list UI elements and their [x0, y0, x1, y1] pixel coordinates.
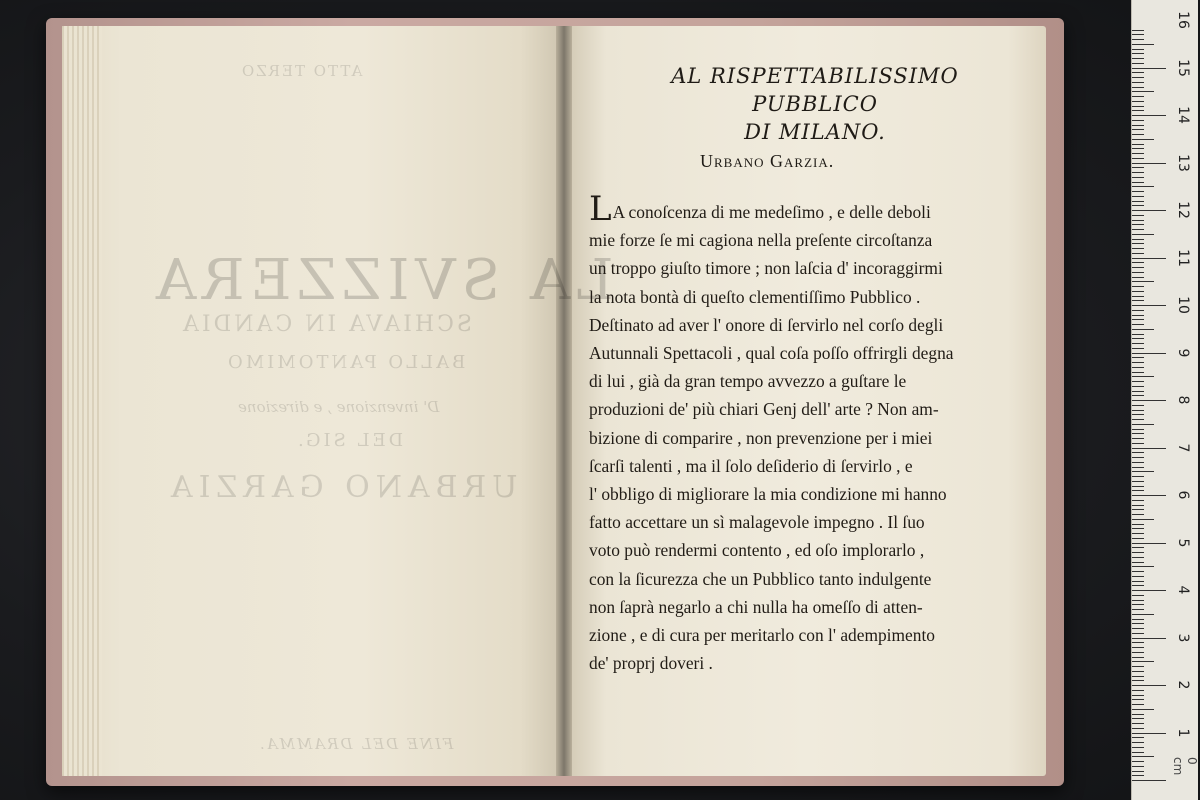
ruler-tick — [1132, 752, 1144, 753]
ruler-tick — [1132, 139, 1154, 140]
ruler-tick — [1132, 628, 1144, 629]
ruler-tick — [1132, 163, 1166, 164]
ruler-tick — [1132, 144, 1144, 145]
ruler-tick — [1132, 604, 1144, 605]
ruler-tick — [1132, 747, 1144, 748]
ruler-tick — [1132, 82, 1144, 83]
body-line: Autunnali Spettacoli , qual coſa poſſo offrirgli degna — [589, 343, 954, 364]
ruler-number: 8 — [1175, 395, 1191, 405]
ruler-number: 7 — [1175, 443, 1191, 452]
ruler-tick — [1132, 281, 1154, 282]
ruler-tick — [1132, 566, 1154, 567]
ruler-tick — [1132, 167, 1144, 168]
ruler-tick — [1132, 509, 1144, 510]
ruler-tick — [1132, 395, 1144, 396]
ruler-tick — [1132, 49, 1144, 50]
ruler-tick — [1132, 538, 1144, 539]
ruler-tick — [1132, 590, 1166, 591]
body-line: Deſtinato ad aver l' onore di ſervirlo nel corſo degli — [589, 314, 944, 335]
ruler-tick — [1132, 737, 1144, 738]
ruler-tick — [1132, 68, 1166, 69]
ruler-tick — [1132, 780, 1166, 781]
ruler-tick — [1132, 505, 1144, 506]
ruler-tick — [1132, 319, 1144, 320]
ruler-tick — [1132, 490, 1144, 491]
ruler-number: 4 — [1175, 585, 1191, 595]
bleed-line-4: D' invenzione , e direzione — [238, 398, 440, 416]
ruler-tick — [1132, 267, 1144, 268]
bleed-line-5: DEL SIG. — [295, 430, 404, 451]
ruler-tick — [1132, 400, 1166, 401]
drop-cap: L — [589, 189, 612, 229]
bleed-end-text: FINE DEL DRAMMA. — [258, 735, 454, 753]
ruler-tick — [1132, 685, 1166, 686]
ruler-tick — [1132, 666, 1144, 667]
ruler-tick — [1132, 414, 1144, 415]
body-line: la nota bontà di queſto clementiſſimo Pubblico . — [589, 286, 921, 307]
ruler-tick — [1132, 357, 1144, 358]
ruler-tick — [1132, 248, 1144, 249]
ruler-number: 14 — [1175, 106, 1191, 124]
body-line: ſcarſi talenti , ma il ſolo deſiderio di ſervirlo , e — [589, 455, 913, 476]
ruler-tick — [1132, 381, 1144, 382]
ruler-tick — [1132, 343, 1144, 344]
ruler-tick — [1132, 386, 1144, 387]
ruler-tick — [1132, 761, 1144, 762]
ruler-tick — [1132, 300, 1144, 301]
dedication-heading — [605, 62, 1025, 146]
ruler-tick — [1132, 338, 1144, 339]
ruler-tick — [1132, 96, 1144, 97]
ruler-tick — [1132, 362, 1144, 363]
ruler-tick — [1132, 433, 1144, 434]
body-line: produzioni de' più chiari Genj dell' arte ? Non am- — [589, 399, 939, 420]
ruler-number: 6 — [1175, 490, 1191, 500]
ruler-tick — [1132, 481, 1144, 482]
ruler-number: 10 — [1175, 296, 1191, 314]
ruler-tick — [1132, 286, 1144, 287]
ruler-tick — [1132, 44, 1154, 45]
ruler-tick — [1132, 182, 1144, 183]
ruler-tick — [1132, 305, 1166, 306]
ruler-tick — [1132, 410, 1144, 411]
body-line: de' proprj doveri . — [589, 653, 713, 674]
ruler-tick — [1132, 647, 1144, 648]
ruler-tick — [1132, 63, 1144, 64]
body-line: con la ſicurezza che un Pubblico tanto indulgente — [589, 568, 932, 589]
ruler-tick — [1132, 186, 1154, 187]
ruler-tick — [1132, 642, 1144, 643]
ruler-tick — [1132, 129, 1144, 130]
ruler-tick — [1132, 756, 1154, 757]
ruler-tick — [1132, 771, 1144, 772]
ruler-tick — [1132, 528, 1144, 529]
ruler-tick — [1132, 424, 1154, 425]
ruler-tick — [1132, 277, 1144, 278]
bleed-line-2: SCHIAVA IN CANDIA — [180, 312, 472, 337]
ruler-tick — [1132, 576, 1144, 577]
body-line: un troppo giuſto timore ; non laſcia d' incoraggirmi — [589, 258, 943, 279]
ruler-tick — [1132, 775, 1144, 776]
ruler-tick — [1132, 315, 1144, 316]
ruler-tick — [1132, 239, 1144, 240]
ruler-number: 9 — [1175, 348, 1191, 357]
ruler-tick — [1132, 106, 1144, 107]
ruler-tick — [1132, 353, 1166, 354]
ruler-number: 2 — [1175, 680, 1191, 690]
ruler-tick — [1132, 595, 1144, 596]
ruler-tick — [1132, 224, 1144, 225]
ruler-number: 11 — [1175, 248, 1191, 267]
ruler-tick — [1132, 243, 1144, 244]
ruler-tick — [1132, 557, 1144, 558]
ruler-tick — [1132, 367, 1144, 368]
ruler-tick — [1132, 671, 1144, 672]
ruler-tick — [1132, 562, 1144, 563]
ruler-tick — [1132, 201, 1144, 202]
ruler-tick — [1132, 205, 1144, 206]
ruler-tick — [1132, 429, 1144, 430]
ruler-tick — [1132, 609, 1144, 610]
ruler-number: 13 — [1175, 153, 1191, 172]
ruler-tick — [1132, 448, 1166, 449]
body-line: voto può rendermi contento , ed oſo implorarlo , — [589, 540, 925, 561]
ruler-tick — [1132, 514, 1144, 515]
ruler-tick — [1132, 101, 1144, 102]
ruler-tick — [1132, 652, 1144, 653]
ruler-tick — [1132, 39, 1144, 40]
body-line: fatto accettare un sì malagevole impegno . Il ſuo — [589, 512, 925, 533]
ruler-tick — [1132, 253, 1144, 254]
ruler-tick — [1132, 229, 1144, 230]
ruler-tick — [1132, 476, 1144, 477]
ruler-tick — [1132, 53, 1144, 54]
body-line: l' obbligo di migliorare la mia condizione mi hanno — [589, 484, 947, 505]
bleed-line-3: BALLO PANTOMIMO — [225, 352, 466, 373]
body-line: non ſaprà negarlo a chi nulla ha omeſſo di atten- — [589, 596, 923, 617]
ruler-tick — [1132, 533, 1144, 534]
ruler-tick — [1132, 742, 1144, 743]
dedication-body — [589, 189, 994, 677]
heading-line-1: AL RISPETTABILISSIMO PUBBLICO — [671, 64, 959, 116]
ruler-tick — [1132, 543, 1166, 544]
ruler-tick — [1132, 120, 1144, 121]
ruler-tick — [1132, 329, 1154, 330]
ruler-tick — [1132, 153, 1144, 154]
ruler-tick — [1132, 262, 1144, 263]
ruler-tick — [1132, 220, 1144, 221]
ruler-tick — [1132, 391, 1144, 392]
ruler-tick — [1132, 519, 1154, 520]
ruler-tick — [1132, 495, 1166, 496]
ruler-tick — [1132, 680, 1144, 681]
ruler-tick — [1132, 443, 1144, 444]
body-line: bizione di comparire , non prevenzione per i miei — [589, 427, 933, 448]
ruler-tick — [1132, 115, 1166, 116]
body-line-text: A conoſcenza di me medeſimo , e delle deboli — [612, 202, 931, 222]
ruler-tick — [1132, 372, 1144, 373]
ruler-tick — [1132, 695, 1144, 696]
ruler-tick — [1132, 547, 1144, 548]
ruler-tick — [1132, 638, 1166, 639]
ruler-tick — [1132, 215, 1144, 216]
ruler-tick — [1132, 500, 1144, 501]
ruler-tick — [1132, 452, 1144, 453]
ruler-tick — [1132, 571, 1144, 572]
ruler-tick — [1132, 58, 1144, 59]
ruler-tick — [1132, 766, 1144, 767]
body-line: zione , e di cura per meritarlo con l' adempimento — [589, 625, 935, 646]
ruler-tick — [1132, 91, 1154, 92]
ruler-tick — [1132, 296, 1144, 297]
ruler-tick — [1132, 438, 1144, 439]
ruler-tick — [1132, 619, 1144, 620]
ruler-number: 5 — [1175, 538, 1191, 547]
ruler-tick — [1132, 704, 1144, 705]
ruler-tick — [1132, 419, 1144, 420]
ruler-number: 3 — [1175, 633, 1191, 642]
ruler-tick — [1132, 334, 1144, 335]
ruler-tick — [1132, 148, 1144, 149]
bleed-top-header: ATTO TERZO — [240, 62, 363, 80]
ruler-tick — [1132, 709, 1154, 710]
ruler-tick — [1132, 405, 1144, 406]
body-line: mie forze ſe mi cagiona nella preſente circoſtanza — [589, 230, 933, 251]
ruler-number: 1 — [1175, 728, 1191, 737]
bleed-title: LA SVIZZERA — [150, 248, 614, 313]
ruler-tick — [1132, 191, 1144, 192]
body-line: di lui , già da gran tempo avvezzo a guſtare le — [589, 371, 907, 392]
bleed-line-6: URBANO GARZIA — [165, 470, 518, 505]
ruler-tick — [1132, 623, 1144, 624]
ruler-tick — [1132, 125, 1144, 126]
ruler-tick — [1132, 733, 1166, 734]
ruler-tick — [1132, 471, 1154, 472]
ruler-tick — [1132, 324, 1144, 325]
ruler-tick — [1132, 177, 1144, 178]
ruler-tick — [1132, 614, 1154, 615]
ruler-tick — [1132, 467, 1144, 468]
ruler-tick — [1132, 172, 1144, 173]
ruler-tick — [1132, 258, 1166, 259]
ruler-unit-label: 0 cm — [1171, 757, 1199, 776]
ruler-tick — [1132, 581, 1144, 582]
ruler-tick — [1132, 134, 1144, 135]
measuring-ruler — [1131, 0, 1198, 800]
ruler-tick — [1132, 348, 1144, 349]
ruler-tick — [1132, 718, 1144, 719]
ruler-tick — [1132, 87, 1144, 88]
author-signature: Urbano Garzia. — [700, 151, 835, 171]
ruler-tick — [1132, 728, 1144, 729]
ruler-tick — [1132, 486, 1144, 487]
ruler-tick — [1132, 714, 1144, 715]
ruler-tick — [1132, 600, 1144, 601]
ruler-tick — [1132, 676, 1144, 677]
ruler-tick — [1132, 376, 1154, 377]
ruler-tick — [1132, 210, 1166, 211]
ruler-tick — [1132, 30, 1144, 31]
ruler-tick — [1132, 234, 1154, 235]
ruler-tick — [1132, 633, 1144, 634]
ruler-tick — [1132, 723, 1144, 724]
ruler-tick — [1132, 585, 1144, 586]
ruler-tick — [1132, 457, 1144, 458]
book-gutter — [556, 26, 572, 776]
ruler-tick — [1132, 158, 1144, 159]
ruler-number: 12 — [1175, 201, 1191, 219]
ruler-tick — [1132, 699, 1144, 700]
ruler-tick — [1132, 552, 1144, 553]
ruler-tick — [1132, 462, 1144, 463]
heading-line-2: DI MILANO. — [744, 120, 886, 144]
ruler-tick — [1132, 661, 1154, 662]
ruler-tick — [1132, 310, 1144, 311]
ruler-tick — [1132, 110, 1144, 111]
body-line — [589, 189, 994, 229]
ruler-tick — [1132, 272, 1144, 273]
ruler-tick — [1132, 524, 1144, 525]
ruler-number: 16 — [1175, 11, 1191, 29]
ruler-number: 15 — [1175, 58, 1191, 77]
ruler-tick — [1132, 690, 1144, 691]
ruler-tick — [1132, 196, 1144, 197]
ruler-tick — [1132, 72, 1144, 73]
ruler-tick — [1132, 77, 1144, 78]
ruler-tick — [1132, 657, 1144, 658]
ruler-tick — [1132, 291, 1144, 292]
ruler-tick — [1132, 34, 1144, 35]
